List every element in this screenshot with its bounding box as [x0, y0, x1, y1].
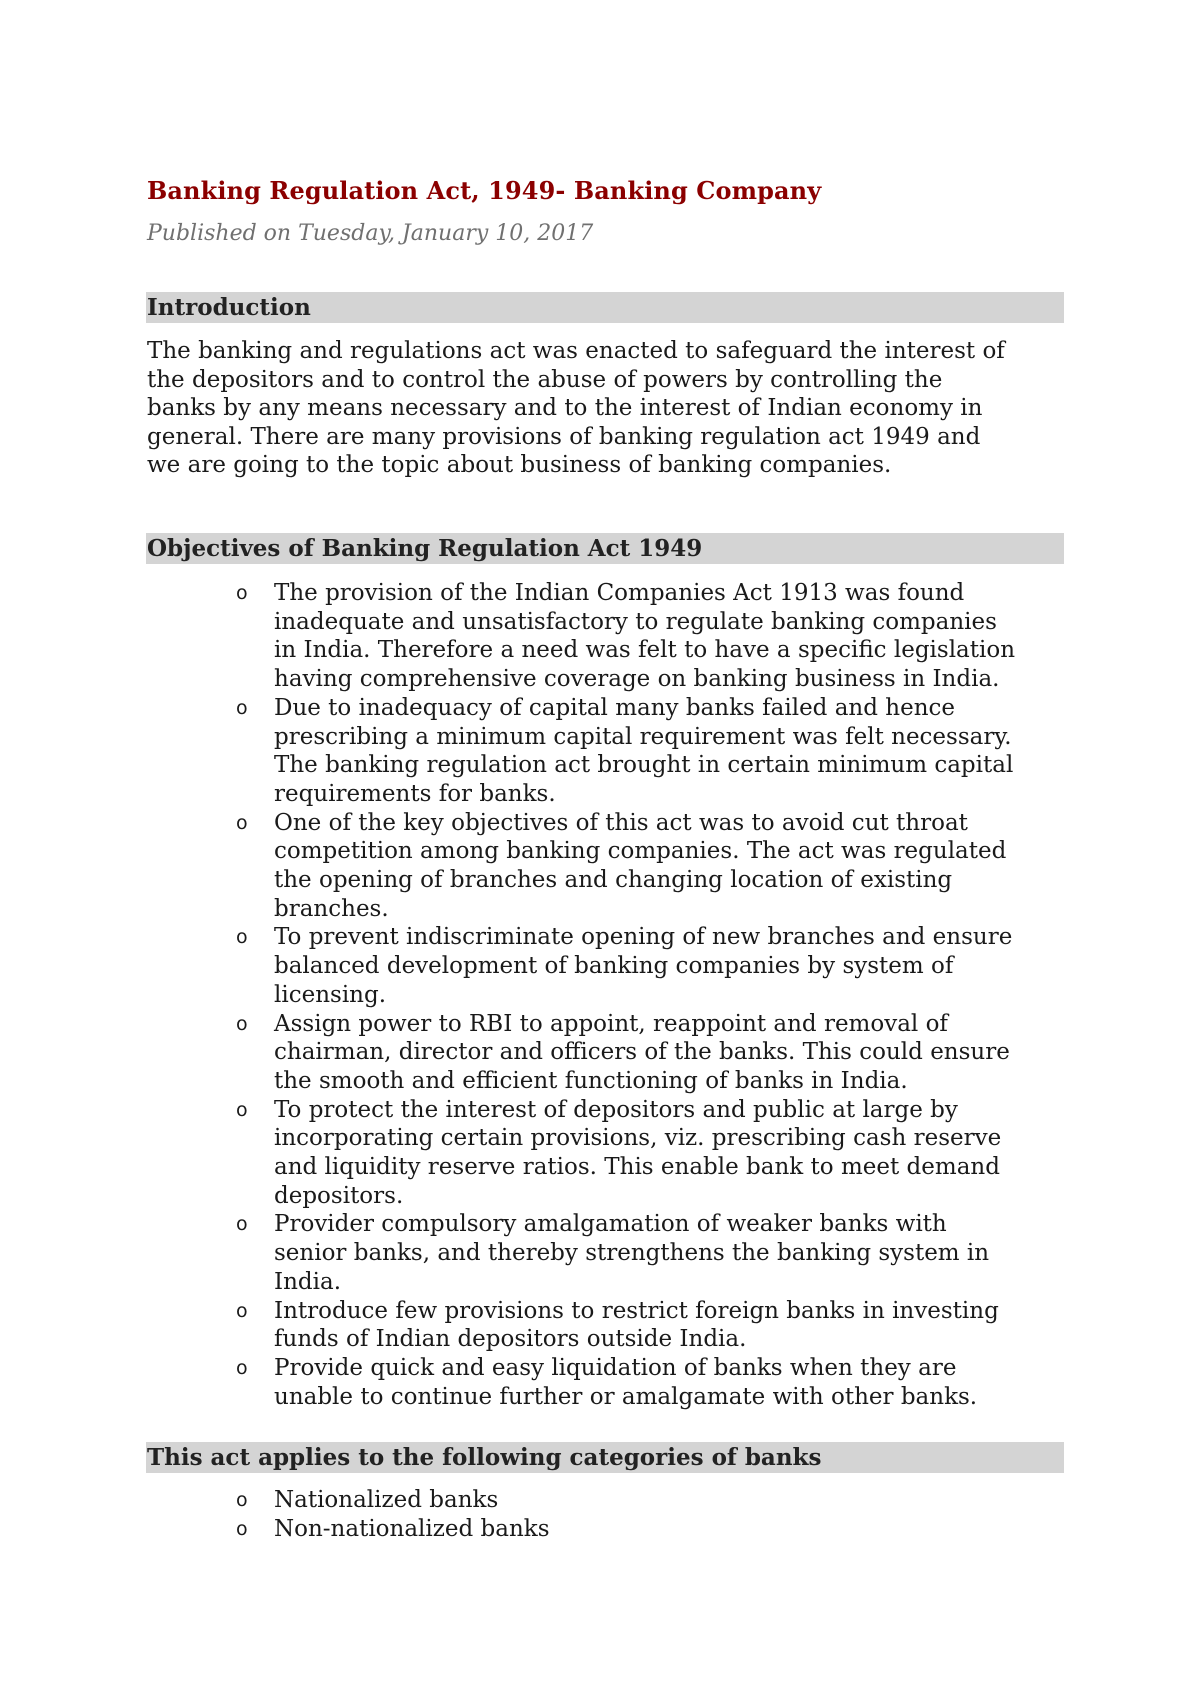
list-item-line: the smooth and efficient functioning of banks in India. [274, 1067, 908, 1094]
list-item-line: unable to continue further or amalgamate with other banks. [274, 1383, 978, 1410]
list-item-text [274, 1515, 1200, 1544]
list-item-line: The provision of the Indian Companies Act 1913 was found [274, 580, 965, 606]
list-item-line: Provider compulsory amalgamation of weaker banks with [274, 1211, 947, 1238]
list-item-line: inadequate and unsatisfactory to regulate banking companies [274, 608, 997, 635]
published-date: Published on Tuesday, January 10, 2017 [147, 221, 594, 246]
list-item-text [274, 1010, 1200, 1096]
list-item [0, 923, 1200, 1009]
list-item-line: To prevent indiscriminate opening of new branches and ensure [274, 924, 1013, 951]
list-item-text [274, 1354, 1200, 1411]
paragraph-line: the depositors and to control the abuse of powers by controlling the [147, 366, 943, 393]
list-item [0, 1297, 1200, 1354]
list-item-line: the opening of branches and changing location of existing [274, 867, 953, 894]
list-item-line: Introduce few provisions to restrict foreign banks in investing [274, 1297, 999, 1324]
list-item-line: balanced development of banking companies by system of [274, 953, 954, 980]
bullet-icon: o [236, 1098, 248, 1121]
introduction-heading: Introduction [146, 292, 1064, 323]
list-item-text [274, 1297, 1200, 1354]
objectives-list [0, 579, 1200, 1411]
list-item-line: senior banks, and thereby strengthens the banking system in [274, 1240, 990, 1267]
list-item-text [274, 1486, 1200, 1515]
list-item-line: and liquidity reserve ratios. This enable bank to meet demand [274, 1154, 1000, 1181]
list-item-text [274, 923, 1200, 1009]
list-item [0, 694, 1200, 809]
paragraph-line: we are going to the topic about business of banking companies. [147, 452, 892, 478]
list-item [0, 1515, 1200, 1544]
list-item-line: having comprehensive coverage on banking business in India. [274, 666, 1000, 693]
document-title: Banking Regulation Act, 1949- Banking Company [147, 176, 822, 205]
list-item-line: Due to inadequacy of capital many banks failed and hence [274, 694, 956, 721]
list-item [0, 579, 1200, 694]
list-item-line: branches. [274, 895, 389, 922]
introduction-paragraph [147, 337, 1077, 480]
list-item-line: One of the key objectives of this act was to avoid cut throat [274, 809, 968, 836]
list-item-line: licensing. [274, 981, 387, 1008]
list-item-text [274, 809, 1200, 924]
paragraph-line: general. There are many provisions of banking regulation act 1949 and [147, 423, 981, 450]
list-item-line: To protect the interest of depositors and public at large by [274, 1096, 958, 1123]
list-item-line: chairman, director and officers of the banks. This could ensure [274, 1039, 1010, 1066]
categories-list [0, 1486, 1200, 1543]
list-item-line: Nationalized banks [274, 1487, 499, 1513]
list-item [0, 809, 1200, 924]
paragraph-line: banks by any means necessary and to the interest of Indian economy in [147, 395, 983, 421]
objectives-heading: Objectives of Banking Regulation Act 1949 [146, 533, 1064, 564]
list-item-line: The banking regulation act brought in certain minimum capital [274, 752, 1014, 779]
list-item-line: requirements for banks. [274, 780, 556, 807]
list-item-line: competition among banking companies. The act was regulated [274, 838, 1007, 865]
bullet-icon: o [236, 1299, 248, 1322]
bullet-icon: o [236, 811, 248, 834]
bullet-icon: o [236, 1213, 248, 1236]
list-item-line: depositors. [274, 1182, 404, 1209]
list-item-text [274, 579, 1200, 694]
bullet-icon: o [236, 1012, 248, 1035]
list-item-line: Non-nationalized banks [274, 1515, 550, 1542]
bullet-icon: o [236, 1517, 248, 1540]
paragraph-line: The banking and regulations act was enacted to safeguard the interest of [147, 338, 1005, 364]
list-item-line: Provide quick and easy liquidation of banks when they are [274, 1354, 957, 1381]
list-item-line: incorporating certain provisions, viz. prescribing cash reserve [274, 1125, 1002, 1152]
list-item-text [274, 1096, 1200, 1211]
list-item [0, 1354, 1200, 1411]
bullet-icon: o [236, 1489, 248, 1511]
list-item-text [274, 1210, 1200, 1296]
categories-heading: This act applies to the following categories of banks [146, 1442, 1064, 1473]
bullet-icon: o [236, 926, 248, 949]
list-item-line: funds of Indian depositors outside India. [274, 1326, 747, 1353]
bullet-icon: o [236, 1356, 248, 1379]
list-item-line: Assign power to RBI to appoint, reappoint and removal of [274, 1010, 948, 1037]
list-item [0, 1010, 1200, 1096]
list-item [0, 1210, 1200, 1296]
list-item-line: in India. Therefore a need was felt to have a specific legislation [274, 637, 1016, 664]
list-item [0, 1096, 1200, 1211]
list-item-line: India. [274, 1268, 342, 1295]
bullet-icon: o [236, 696, 248, 719]
list-item-line: prescribing a minimum capital requirement was felt necessary. [274, 723, 1012, 750]
list-item-text [274, 694, 1200, 809]
bullet-icon: o [236, 582, 248, 604]
list-item [0, 1486, 1200, 1515]
